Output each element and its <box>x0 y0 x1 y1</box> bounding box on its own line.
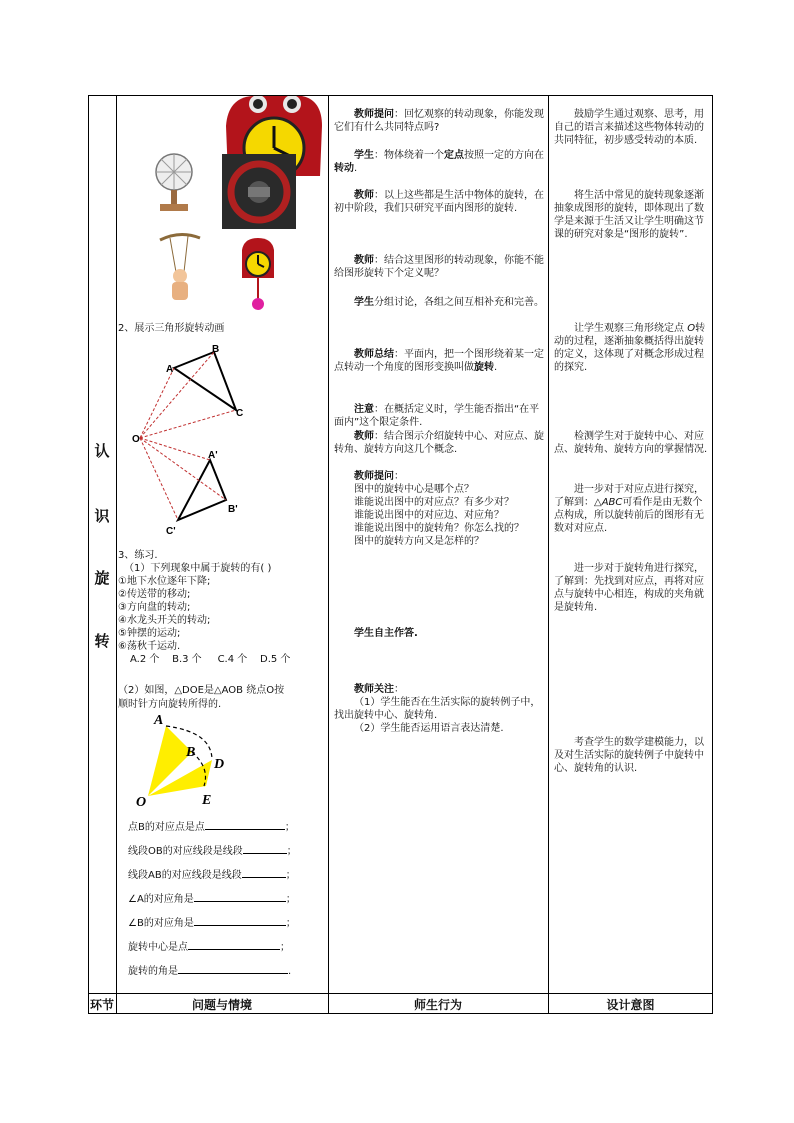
option: ①地下水位逐年下降; <box>118 576 211 587</box>
question-line: 谁能说出图中的对应边、对应角？ <box>354 510 504 521</box>
question-line: 图中的旋转中心是哪个点？ <box>354 484 474 495</box>
para-lead: 教师 <box>354 431 374 442</box>
behavior-para <box>334 149 544 175</box>
question-line: 图中的旋转方向又是怎样的？ <box>354 536 484 547</box>
para-text: 分组讨论，各组之间互相补充和完善。 <box>374 297 544 308</box>
intent-text: 考查学生的数学建模能力，以及对生活实际的旋转例子中旋转中心、旋转角的认识. <box>554 737 704 774</box>
intent-text: 进一步对于对应点进行探究，了解到：△ <box>554 484 704 508</box>
fill-end: ； <box>285 918 296 929</box>
fill-label: 旋转中心是点 <box>128 942 188 953</box>
question-2-line: 顺时针方向旋转所得的. <box>118 699 222 710</box>
option: ②传送带的移动; <box>118 589 191 600</box>
label-o: O <box>132 434 140 445</box>
question-line: 谁能说出图中的对应点？有多少对？ <box>354 497 514 508</box>
para-emphasis: 旋转 <box>474 362 494 373</box>
fill-end: . <box>288 966 292 977</box>
intent-text: 将生活中常见的旋转现象逐渐抽象成图形的旋转，即体现出了数学是来源于生活又让学生明确这节课的研究对象是“图形的旋转”. <box>554 190 704 240</box>
pendulum-clock-illustration <box>240 238 276 312</box>
para-lead: 教师 <box>354 190 374 201</box>
fill-item <box>128 915 324 939</box>
para-lead: 教师总结 <box>354 349 394 360</box>
fill-label: ∠B的对应角是 <box>128 918 194 929</box>
question-line: 谁能说出图中的旋转角？你怎么找的？ <box>354 523 524 534</box>
para-text: . <box>354 163 358 174</box>
intent-para <box>554 108 709 147</box>
para-text: . <box>494 362 498 373</box>
question-1: （1）下列现象中属于旋转的有( ) <box>124 563 272 574</box>
behavior-para <box>334 403 544 429</box>
para-text: ：在概括定义时，学生能否指出“在平面内”这个限定条件. <box>334 404 540 428</box>
answer-blank[interactable] <box>243 843 287 854</box>
item-2-title: 2、展示三角形旋转动画 <box>118 323 225 334</box>
swing-child-illustration <box>158 232 202 304</box>
intent-text: 进一步对于旋转角进行探究，了解到：先找到对应点，再将对应点与旋转中心相连，构成的夹角就是旋转角. <box>554 563 704 613</box>
steering-wheel-illustration <box>222 154 296 229</box>
fill-label: 线段OB的对应线段是线段 <box>128 846 243 857</box>
triangle-rotation-figure <box>128 340 258 540</box>
behavior-para <box>334 108 544 134</box>
option: ⑥荡秋千运动. <box>118 641 181 652</box>
para-text: ： <box>394 471 404 482</box>
intent-text: 可看作是由无数个点构成，所以旋转前后的图形有无数对对应点. <box>554 497 704 534</box>
para-lead: 学生 <box>354 297 374 308</box>
fill-label: 线段AB的对应线段是线段 <box>128 870 242 881</box>
fill-label: 点B的对应点是点 <box>128 822 205 833</box>
para-lead: 学生 <box>354 150 374 161</box>
option: ③方向盘的转动; <box>118 602 191 613</box>
behavior-para <box>334 430 544 456</box>
footer-stage: 环节 <box>89 998 114 1012</box>
para-text: ：结合图示介绍旋转中心、对应点、旋转角、旋转方向这几个概念. <box>334 431 544 455</box>
behavior-para <box>334 296 544 309</box>
intent-text: 让学生观察三角形绕定点 <box>574 323 688 334</box>
fill-end: ； <box>284 822 295 833</box>
question-2 <box>118 684 326 712</box>
answer-blank[interactable] <box>205 819 285 830</box>
intent-symbol: ABC <box>601 497 623 508</box>
behavior-para <box>334 470 544 548</box>
footer-behavior: 师生行为 <box>413 998 462 1012</box>
question-2-line: （2）如图，△DOE是△AOB 绕点O按 <box>118 685 285 696</box>
para-text: ：以上这些都是生活中物体的旋转，在初中阶段，我们只研究平面内图形的旋转. <box>334 190 544 214</box>
intent-text: 鼓励学生通过观察、思考，用自己的语言来描述这些物体转动的共同特征，初步感受转动的本质. <box>554 109 704 146</box>
fill-label: ∠A的对应角是 <box>128 894 194 905</box>
column-divider <box>548 95 549 1014</box>
fill-item <box>128 843 324 867</box>
electric-fan-illustration <box>152 152 196 214</box>
para-emphasis: 转动 <box>334 163 354 174</box>
para-emphasis: 定点 <box>444 150 464 161</box>
intent-symbol: O <box>687 323 696 334</box>
section-char: 识 <box>94 507 110 525</box>
fig-label-d: D <box>214 757 225 772</box>
section-char: 认 <box>94 442 110 460</box>
para-text: ：平面内，把一个图形绕着某一定点转动一个角度的图形变换叫做 <box>334 349 544 373</box>
para-text: ：物体绕着一个 <box>374 150 444 161</box>
section-char: 旋 <box>94 569 110 587</box>
behavior-para <box>334 254 544 280</box>
option: ⑤钟摆的运动; <box>118 628 181 639</box>
fill-end: ； <box>285 894 296 905</box>
behavior-para <box>334 189 544 215</box>
fig-label-b: B <box>186 745 196 760</box>
behavior-para <box>334 348 544 374</box>
fill-item <box>128 867 324 891</box>
behavior-para <box>334 627 544 640</box>
label-b-prime: B' <box>228 504 238 515</box>
fig-label-o: O <box>136 795 147 810</box>
para-text: ：结合这里图形的转动现象，你能不能给图形旋转下个定义呢？ <box>334 255 544 279</box>
intent-text: 检测学生对于旋转中心、对应点、旋转角、旋转方向的掌握情况. <box>554 431 708 455</box>
footer-divider <box>88 993 713 994</box>
fill-end: ； <box>286 846 297 857</box>
footer-intent: 设计意图 <box>606 998 655 1012</box>
focus-line: （2）学生能否运用语言表达清楚. <box>354 723 504 734</box>
fill-item <box>128 963 324 987</box>
fill-end: ； <box>280 942 290 953</box>
answer-blank[interactable] <box>178 963 288 974</box>
intent-para <box>554 562 709 614</box>
behavior-para <box>334 683 544 735</box>
para-text: ： <box>394 684 404 695</box>
intent-para <box>554 189 709 241</box>
label-c: C <box>236 408 244 419</box>
footer-problem: 问题与情境 <box>191 998 252 1012</box>
intent-para <box>554 322 709 374</box>
label-b: B <box>212 344 220 355</box>
choices: A.2 个 B.3 个 C.4 个 D.5 个 <box>130 654 291 665</box>
exercise-section <box>118 549 326 666</box>
option: ④水龙头开关的转动; <box>118 615 211 626</box>
focus-line: （1）学生能否在生活实际的旋转例子中，找出旋转中心、旋转角. <box>334 697 541 721</box>
para-lead: 注意 <box>354 404 374 415</box>
answer-blank[interactable] <box>194 915 286 926</box>
para-lead: 学生自主作答. <box>354 628 418 639</box>
para-lead: 教师 <box>354 255 374 266</box>
section-char: 转 <box>94 632 110 650</box>
fill-item <box>128 891 324 915</box>
intent-text: 转动的过程，逐渐抽象概括得出旋转的定义，这体现了对概念形成过程的探究. <box>554 323 706 373</box>
fill-item <box>128 939 324 963</box>
item-3-title: 3、练习. <box>118 550 158 561</box>
fill-item <box>128 819 324 843</box>
intent-para <box>554 736 709 775</box>
fill-end: ； <box>285 870 296 881</box>
label-a: A <box>166 364 174 375</box>
yellow-rotation-figure <box>130 712 230 810</box>
answer-blank[interactable] <box>242 867 286 878</box>
para-text: ：回忆观察的转动现象，你能发现它们有什么共同特点吗? <box>334 109 544 133</box>
para-lead: 教师关注 <box>354 684 394 695</box>
column-divider <box>116 95 117 1014</box>
para-lead: 教师提问 <box>354 109 394 120</box>
fig-label-e: E <box>202 793 212 808</box>
column-divider <box>328 95 329 1014</box>
fill-label: 旋转的角是 <box>128 966 178 977</box>
intent-para <box>554 483 709 535</box>
label-a-prime: A' <box>208 450 218 461</box>
para-lead: 教师提问 <box>354 471 394 482</box>
para-text: 按照一定的方向在 <box>464 150 544 161</box>
fill-in-list <box>128 819 324 987</box>
label-c-prime: C' <box>166 526 176 537</box>
fig-label-a: A <box>154 713 164 728</box>
answer-blank[interactable] <box>194 891 286 902</box>
answer-blank[interactable] <box>188 939 280 950</box>
intent-para <box>554 430 709 456</box>
